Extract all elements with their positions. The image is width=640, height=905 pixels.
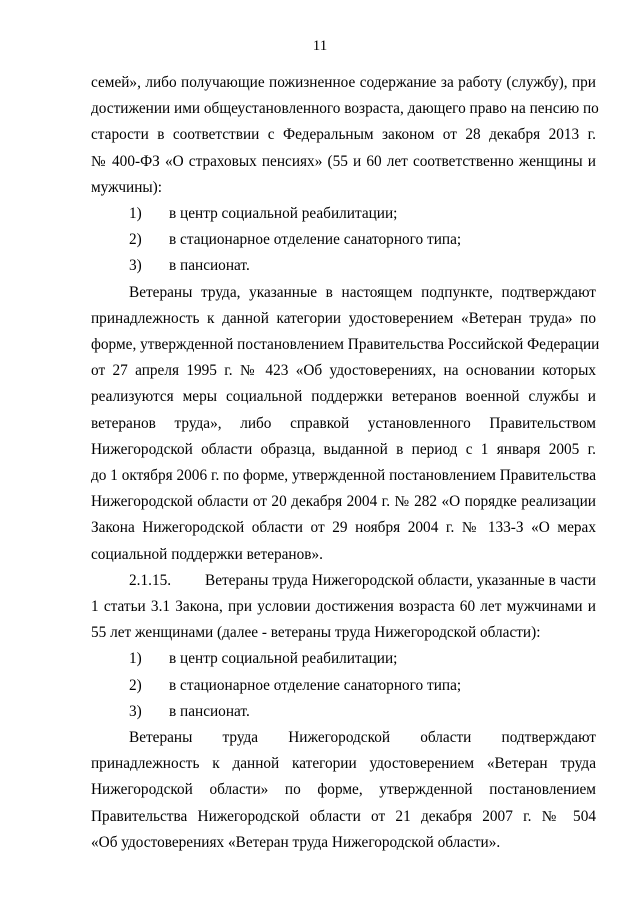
document-body (91, 70, 600, 856)
list-text: в пансионат. (169, 702, 250, 720)
list-number: 3) (129, 702, 142, 720)
point-number: 2.1.15. (129, 571, 172, 589)
list-text: в центр социальной реабилитации; (169, 205, 398, 223)
text-line: «Об удостоверениях «Ветеран труда Нижегородской области». (91, 833, 501, 851)
text-line: Ветераны труда Нижегородской области подтверждают (129, 729, 596, 747)
text-line: принадлежность к данной категории удостоверением «Ветеран труда (91, 755, 596, 773)
list-text: в центр социальной реабилитации; (169, 650, 398, 668)
list-number: 2) (129, 676, 142, 694)
text-line: ветеранов труда», либо справкой установленного Правительством (91, 414, 596, 432)
institution-list (91, 646, 596, 725)
text-line: № 400-ФЗ «О страховых пенсиях» (55 и 60 лет соответственно женщины и (91, 152, 596, 170)
institution-list (91, 201, 596, 280)
text-line: Нижегородской области образца, выданной в период с 1 января 2005 г. (91, 440, 596, 458)
list-item (91, 699, 596, 725)
list-item (91, 673, 596, 699)
list-number: 2) (129, 231, 142, 249)
text-line: мужчины): (91, 178, 163, 196)
list-item (91, 253, 596, 279)
text-line: социальной поддержки ветеранов». (91, 545, 323, 563)
paragraph-labor-veterans (91, 280, 600, 568)
text-line: от 27 апреля 1995 г. № 423 «Об удостоверениях, на основании которых (91, 362, 596, 380)
list-number: 3) (129, 257, 142, 275)
list-number: 1) (129, 205, 142, 223)
point-text: Ветераны труда Нижегородской области, указанные в части (205, 571, 596, 589)
text-line: семей», либо получающие пожизненное содержание за работу (службу), при (91, 74, 596, 91)
text-line: 1 статьи 3.1 Закона, при условии достижения возраста 60 лет мужчинами и (91, 598, 596, 616)
text-line: Ветераны труда, указанные в настоящем подпункте, подтверждают (129, 283, 596, 301)
paragraph-regional-veterans (91, 725, 596, 856)
text-line: Правительства Нижегородской области от 21 декабря 2007 г. № 504 (91, 807, 596, 825)
list-item (91, 227, 596, 253)
text-line: Нижегородской области» по форме, утвержденной постановлением (91, 781, 596, 799)
list-text: в стационарное отделение санаторного типа; (169, 676, 462, 694)
text-line: принадлежность к данной категории удостоверением «Ветеран труда» по (91, 309, 596, 327)
text-line: реализуются меры социальной поддержки ветеранов военной службы и (91, 388, 596, 406)
list-text: в стационарное отделение санаторного типа; (169, 231, 462, 249)
text-line: форме, утвержденной постановлением Правительства Российской Федерации (91, 336, 600, 354)
text-line: старости в соответствии с Федеральным законом от 28 декабря 2013 г. (91, 126, 596, 144)
text-line: до 1 октября 2006 г. по форме, утвержденной постановлением Правительства (91, 467, 596, 485)
list-text: в пансионат. (169, 257, 250, 275)
text-line: Закона Нижегородской области от 29 ноября 2004 г. № 133-З «О мерах (91, 519, 596, 537)
text-line: достижении ими общеустановленного возраста, дающего право на пенсию по (91, 100, 599, 118)
list-item (91, 646, 596, 672)
text-line: 55 лет женщинами (далее - ветераны труда Нижегородской области): (91, 624, 541, 642)
list-item (91, 201, 596, 227)
list-number: 1) (129, 650, 142, 668)
paragraph-point-2-1-15 (91, 568, 596, 647)
paragraph-continuation (91, 70, 599, 201)
page-number: 11 (312, 38, 328, 54)
text-line (91, 568, 596, 594)
text-line: Нижегородской области от 20 декабря 2004 г. № 282 «О порядке реализации (91, 493, 596, 511)
